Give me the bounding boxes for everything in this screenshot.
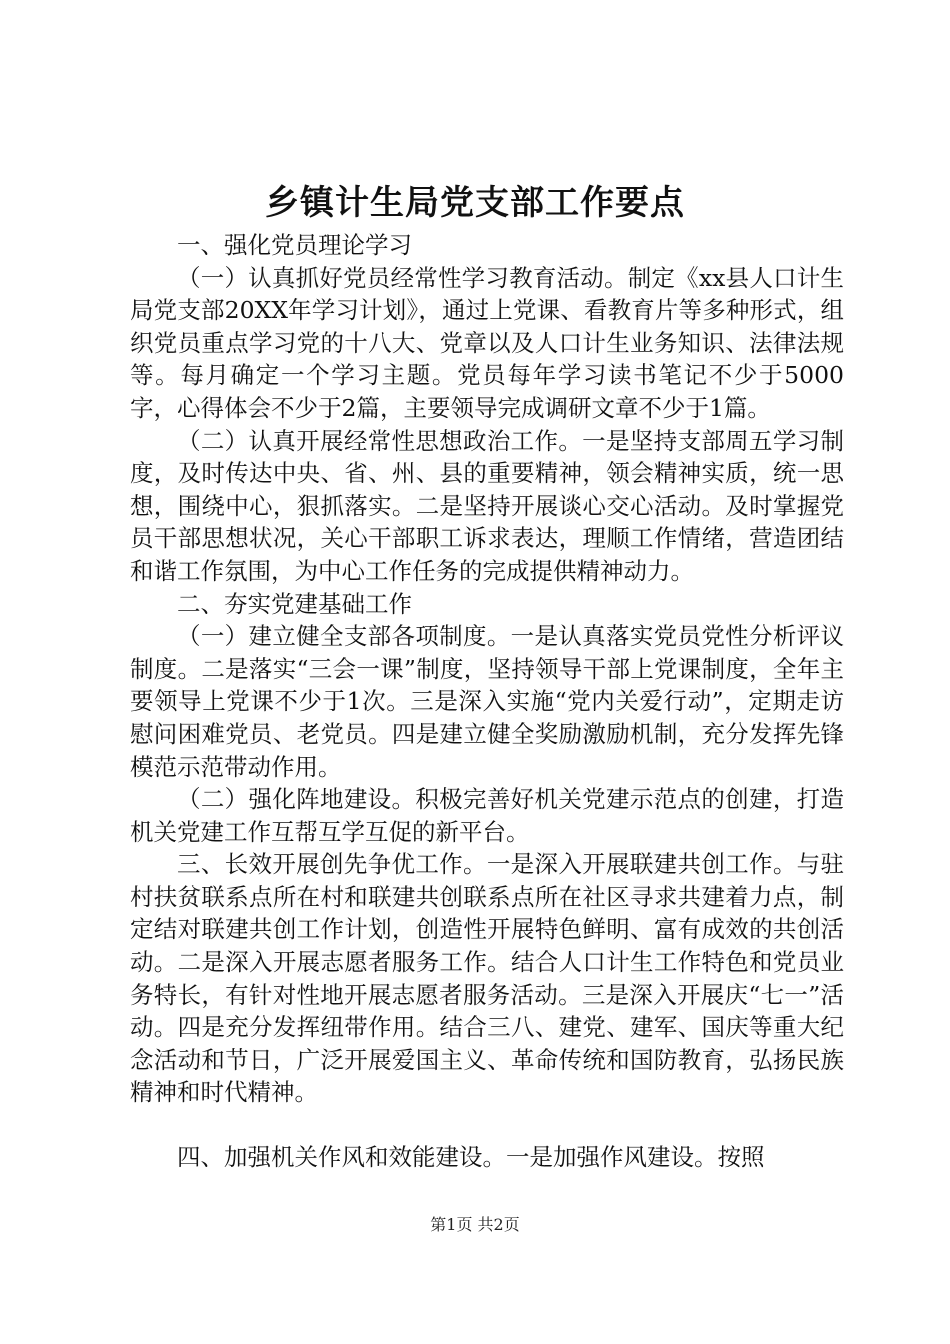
document-body	[130, 229, 844, 1174]
paragraph-spacer	[130, 1109, 844, 1141]
paragraph-3: 三、长效开展创先争优工作。一是深入开展联建共创工作。与驻村扶贫联系点所在村和联建共创联系点所在社区寻求共建着力点，制定结对联建共创工作计划，创造性开展特色鲜明、富有成效的共创活动。二是深入开展志愿者服务工作。结合人口计生工作特色和党员业务特长，有针对性地开展志愿者服务活动。三是深入开展庆“七一”活动。四是充分发挥纽带作用。结合三八、建党、建军、国庆等重大纪念活动和节日，广泛开展爱国主义、革命传统和国防教育，弘扬民族精神和时代精神。	[130, 850, 844, 1107]
section-heading-2: 二、夯实党建基础工作	[177, 589, 412, 618]
page-footer: 第1页 共2页	[430, 1215, 520, 1234]
paragraph-2-2: （二）强化阵地建设。积极完善好机关党建示范点的创建，打造机关党建工作互帮互学互促的新平台。	[130, 785, 844, 846]
paragraph-4: 四、加强机关作风和效能建设。一是加强作风建设。按照	[177, 1143, 765, 1172]
document-title: 乡镇计生局党支部工作要点	[265, 183, 685, 223]
paragraph-1-1: （一）认真抓好党员经常性学习教育活动。制定《xx县人口计生局党支部20XX年学习计划》，通过上党课、看教育片等多种形式，组织党员重点学习党的十八大、党章以及人口计生业务知识、法律法规等。每月确定一个学习主题。党员每年学习读书笔记不少于5000字，心得体会不少于2篇，主要领导完成调研文章不少于1篇。	[130, 263, 844, 422]
paragraph-1-2: （二）认真开展经常性思想政治工作。一是坚持支部周五学习制度，及时传达中央、省、州、县的重要精神，领会精神实质，统一思想，围绕中心，狠抓落实。二是坚持开展谈心交心活动。及时掌握党员干部思想状况，关心干部职工诉求表达，理顺工作情绪，营造团结和谐工作氛围，为中心工作任务的完成提供精神动力。	[130, 426, 844, 585]
paragraph-2-1: （一）建立健全支部各项制度。一是认真落实党员党性分析评议制度。二是落实“三会一课”制度，坚持领导干部上党课制度，全年主要领导上党课不少于1次。三是深入实施“党内关爱行动”，定期走访慰问困难党员、老党员。四是建立健全奖励激励机制，充分发挥先锋模范示范带动作用。	[130, 622, 844, 781]
section-heading-1: 一、强化党员理论学习	[177, 231, 412, 259]
